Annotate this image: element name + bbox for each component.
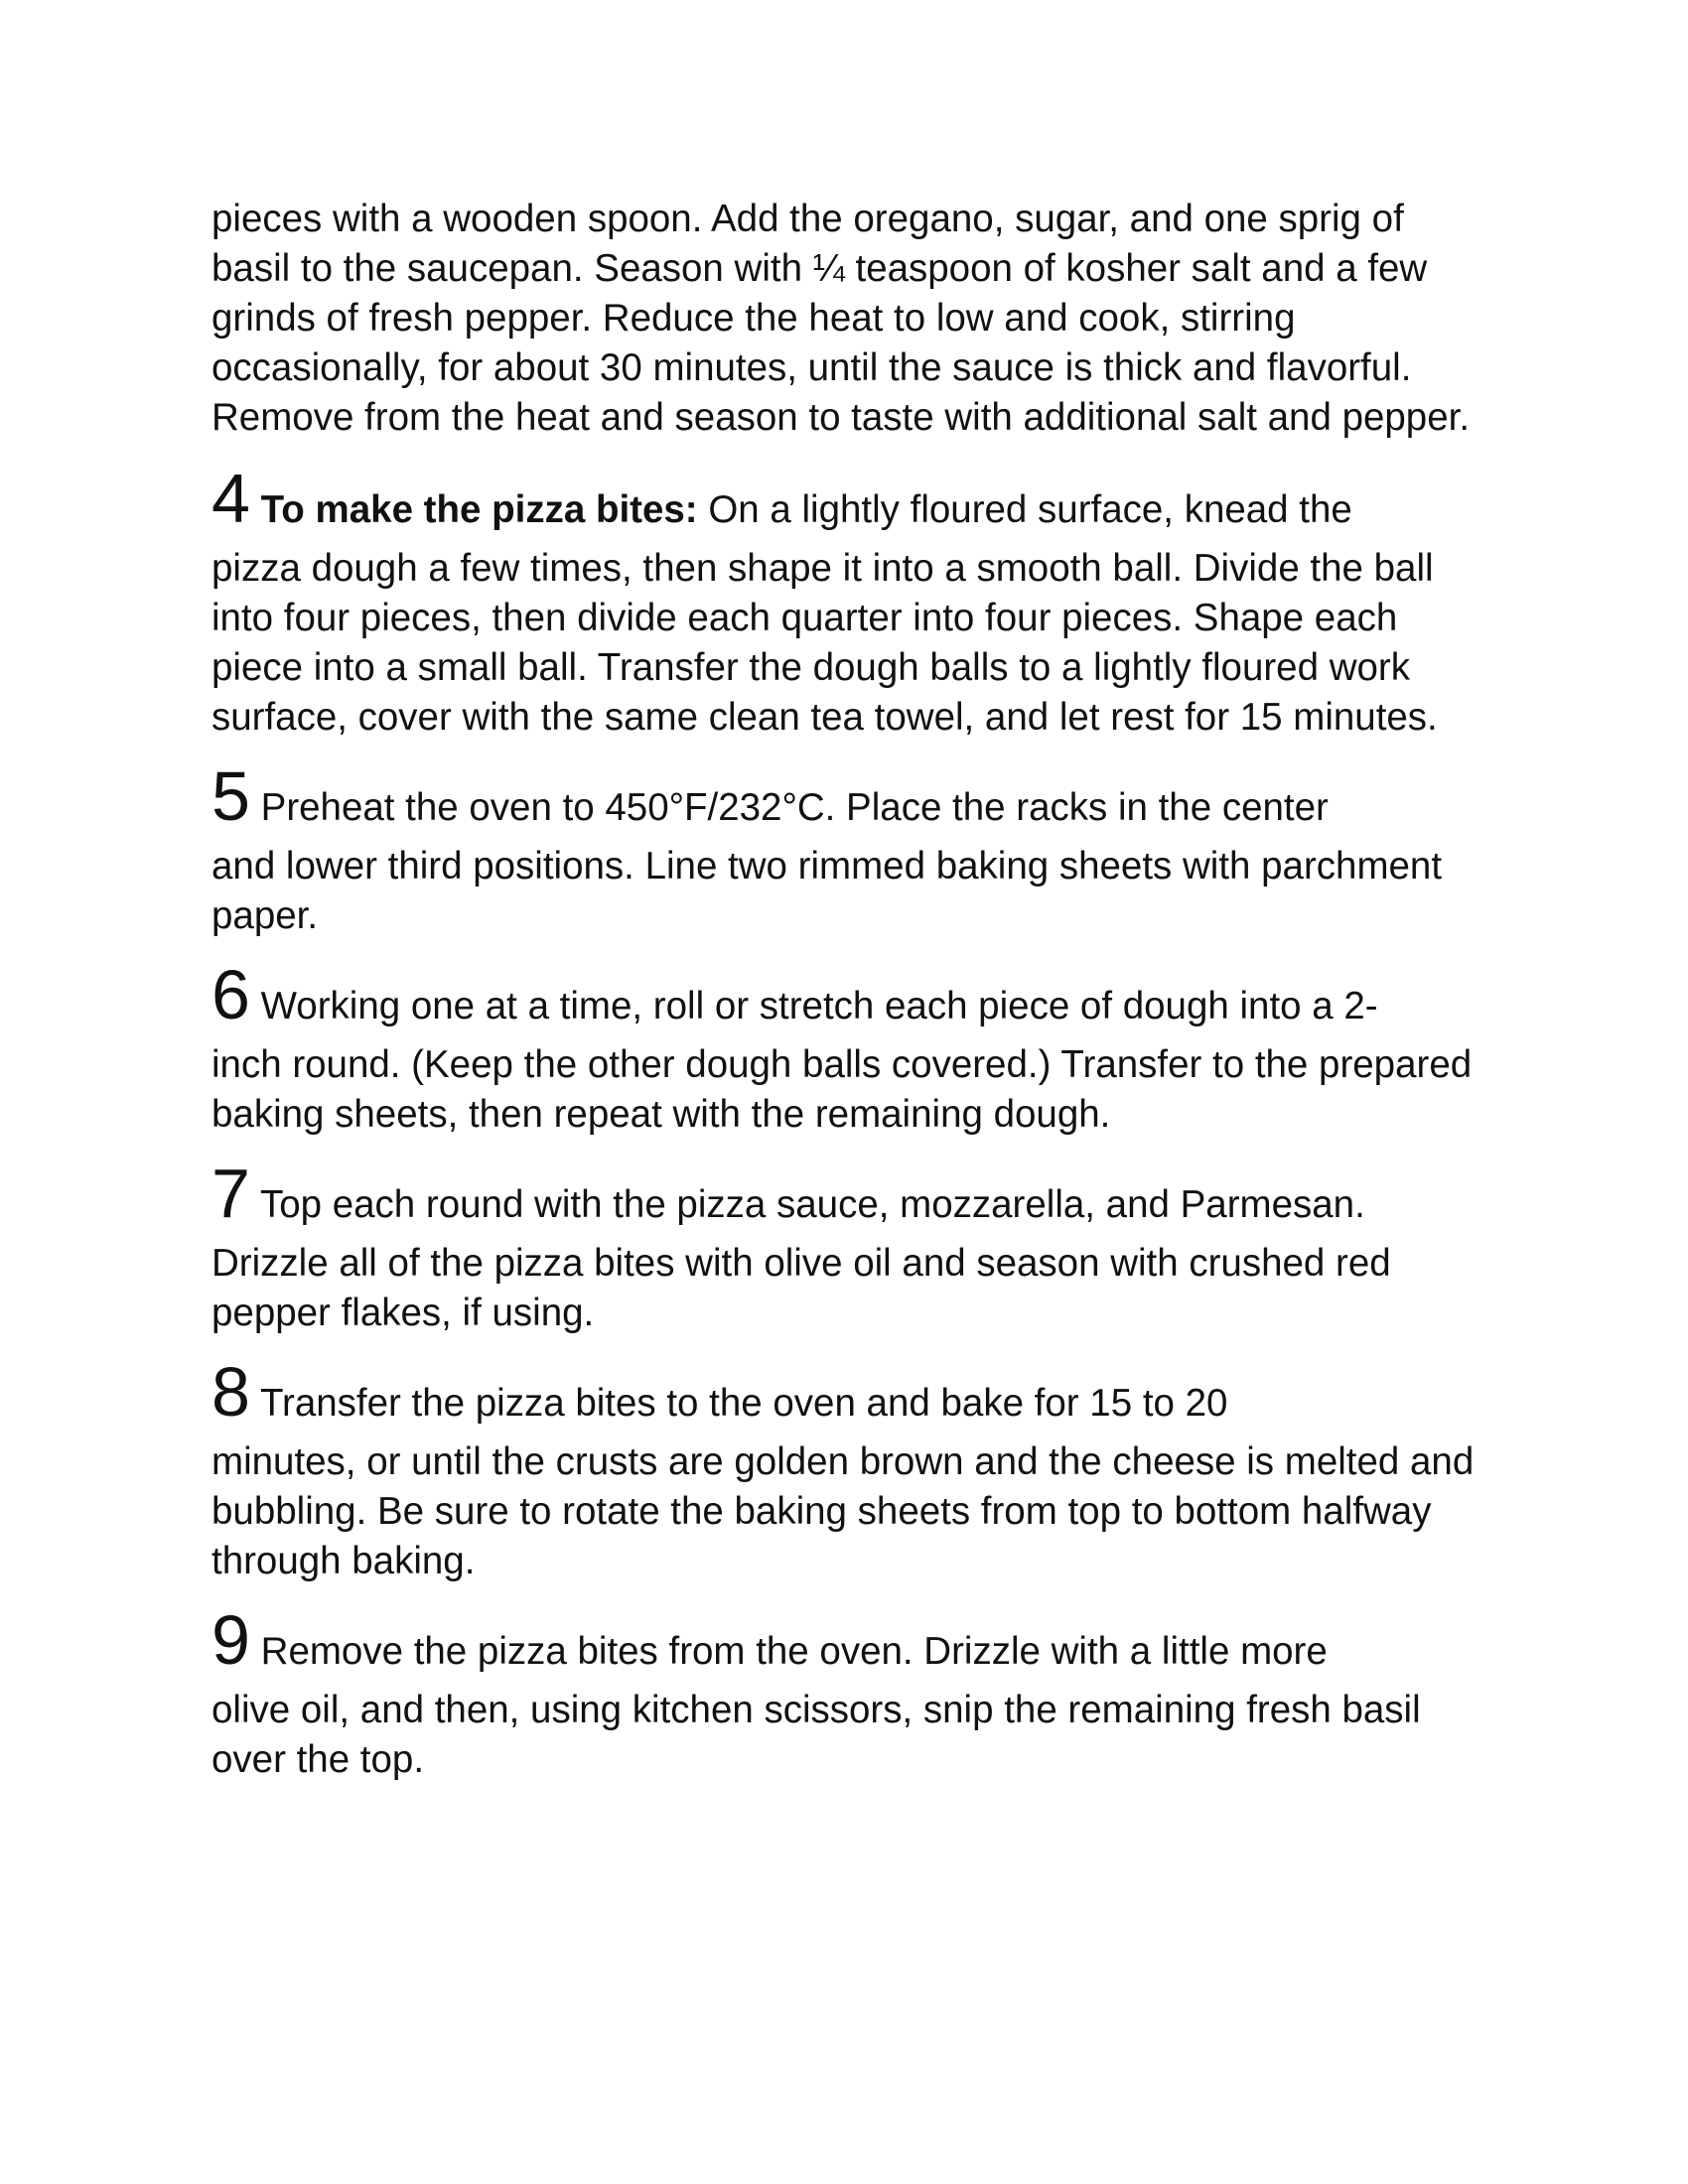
step-first-line — [211, 956, 1492, 1040]
step-first-line-text: On a lightly floured surface, knead the — [697, 488, 1352, 531]
step-5 — [211, 757, 1492, 941]
step-first-line — [211, 1353, 1492, 1437]
step-number: 8 — [211, 1353, 250, 1431]
step-first-line-text: Working one at a time, roll or stretch each piece of dough into a 2- — [249, 985, 1378, 1027]
step-body: inch round. (Keep the other dough balls covered.) Transfer to the prepared baking sheets, then repeat with the remaining dough. — [211, 1043, 1473, 1136]
step-4 — [211, 460, 1492, 743]
step-first-line — [211, 460, 1492, 544]
step-8 — [211, 1353, 1492, 1586]
step-body: olive oil, and then, using kitchen scissors, snip the remaining fresh basil over the top. — [211, 1689, 1421, 1781]
step-first-line-text: Preheat the oven to 450°F/232°C. Place the racks in the center — [249, 786, 1329, 829]
step-heading: To make the pizza bites: — [260, 488, 698, 531]
step-first-line-text: Top each round with the pizza sauce, mozzarella, and Parmesan. — [249, 1183, 1365, 1226]
step-body: minutes, or until the crusts are golden brown and the cheese is melted and bubbling. Be sure to rotate the baking sheets from top to bottom halfway through baking. — [211, 1440, 1475, 1582]
step-number: 6 — [211, 956, 250, 1033]
step-body: and lower third positions. Line two rimmed baking sheets with parchment paper. — [211, 845, 1443, 937]
step-number: 7 — [211, 1155, 250, 1232]
recipe-page — [211, 195, 1492, 1809]
step-number: 5 — [211, 757, 250, 835]
step-first-line-text: Remove the pizza bites from the oven. Drizzle with a little more — [249, 1630, 1328, 1673]
step-body: Drizzle all of the pizza bites with olive oil and season with crushed red pepper flakes, if using. — [211, 1242, 1391, 1334]
step-6 — [211, 956, 1492, 1140]
step-first-line-text: Transfer the pizza bites to the oven and bake for 15 to 20 — [249, 1382, 1228, 1425]
step-9 — [211, 1601, 1492, 1785]
step-number: 9 — [211, 1601, 250, 1679]
step-first-line — [211, 1155, 1492, 1239]
step-first-line — [211, 1601, 1492, 1686]
step-7 — [211, 1155, 1492, 1338]
intro-paragraph: pieces with a wooden spoon. Add the oregano, sugar, and one sprig of basil to the saucepan. Season with ¼ teaspoon of kosher salt and a few grinds of fresh pepper. Reduce the heat to low and cook, stirring occasionally, for about 30 minutes, until the sauce is thick and flavorful. Remove from the heat and season to taste with additional salt and pepper. — [211, 198, 1471, 439]
step-first-line — [211, 757, 1492, 842]
step-number: 4 — [211, 460, 250, 537]
step-body: pizza dough a few times, then shape it into a smooth ball. Divide the ball into four pieces, then divide each quarter into four pieces. Shape each piece into a small ball. Transfer the dough balls to a lightly floured work surface, cover with the same clean tea towel, and let rest for 15 minutes. — [211, 547, 1438, 739]
